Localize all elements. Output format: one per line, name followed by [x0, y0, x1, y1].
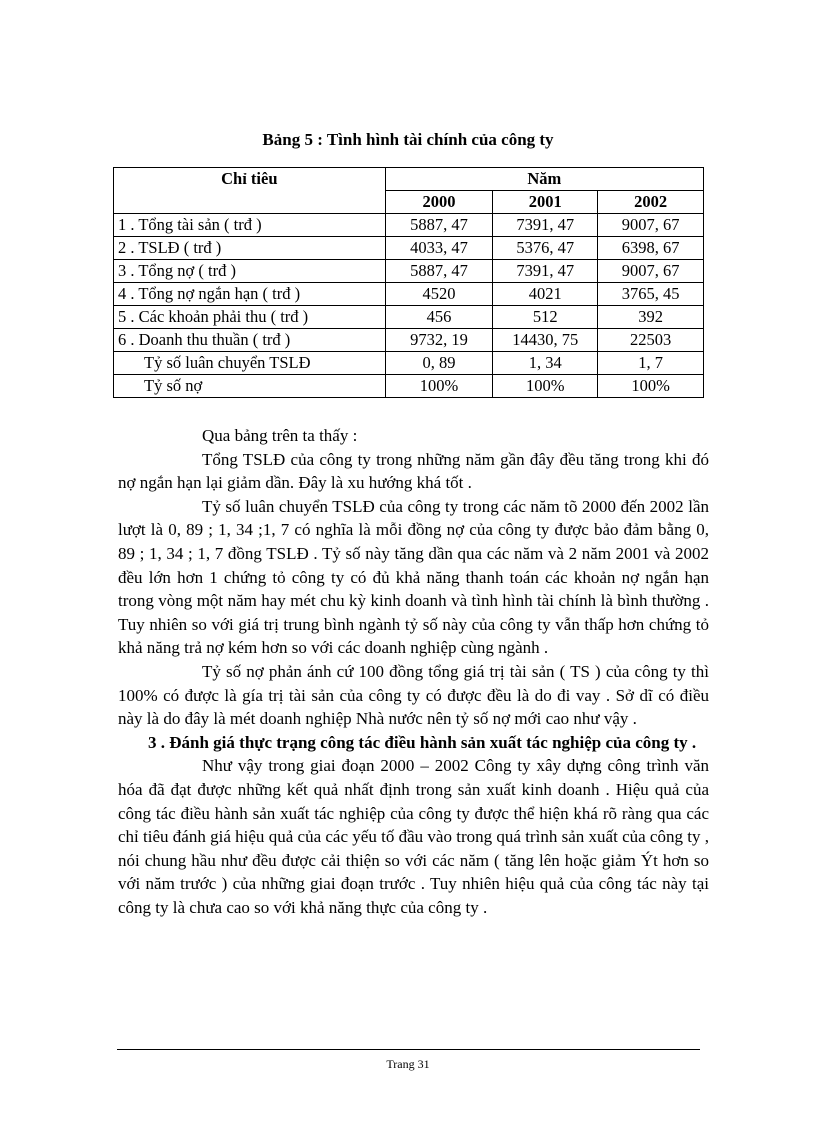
table-header-row: [114, 168, 704, 191]
cell-value: 9007, 67: [598, 260, 704, 283]
row-label: 3 . Tổng nợ ( trđ ): [114, 260, 386, 283]
header-indicator: Chỉ tiêu: [114, 168, 386, 214]
cell-value: 100%: [385, 375, 493, 398]
table-row: [114, 352, 704, 375]
cell-value: 5376, 47: [493, 237, 598, 260]
row-label: 6 . Doanh thu thuần ( trđ ): [114, 329, 386, 352]
paragraph: Tỷ số luân chuyển TSLĐ của công ty trong các năm tõ 2000 đến 2002 lần lượt là 0, 89 ; 1, 34 ;1, 7 có nghĩa là mỗi đồng nợ của công ty được bảo đảm bằng 0, 89 ; 1, 34 ; 1, 7 đồng TSLĐ . Tỷ số này tăng dần qua các năm và 2 năm 2001 và 2002 đều lớn hơn 1 chứng tỏ công ty có đủ khả năng thanh toán các khoản nợ ngắn hạn trong vòng một năm hay mét chu kỳ kinh doanh và tình hình tài chính là bình thường . Tuy nhiên so với giá trị trung bình ngành tỷ số này của công ty vẫn thấp hơn chứng tỏ khả năng trả nợ kém hơn so với các doanh nghiệp cùng ngành .: [118, 496, 709, 658]
cell-value: 4520: [385, 283, 493, 306]
table-row: [114, 260, 704, 283]
financial-table: [113, 167, 704, 398]
paragraph: Như vậy trong giai đoạn 2000 – 2002 Công ty xây dựng công trình văn hóa đã đạt được những kết quả nhất định trong sản xuất kinh doanh . Hiệu quả của công tác điều hành sản xuất tác nghiệp của công ty được thể hiện khá rõ ràng qua các chỉ tiêu đánh giá hiệu quả của các yếu tố đầu vào trong quá trình sản xuất của công ty , nói chung hầu như đều được cải thiện so với các năm ( tăng lên hoặc giảm Ýt hơn so với năm trước ) của những giai đoạn trước . Tuy nhiên hiệu quả của công tác này tại công ty là chưa cao so với khả năng thực của công ty .: [118, 756, 709, 917]
row-label: Tỷ số nợ: [114, 375, 386, 398]
section-heading: 3 . Đánh giá thực trạng công tác điều hành sản xuất tác nghiệp của công ty .: [148, 732, 697, 752]
header-year: 2002: [598, 191, 704, 214]
body-text: [118, 424, 709, 919]
cell-value: 9732, 19: [385, 329, 493, 352]
paragraph-intro: Qua bảng trên ta thấy :: [202, 426, 358, 445]
table-row: [114, 283, 704, 306]
cell-value: 100%: [493, 375, 598, 398]
cell-value: 392: [598, 306, 704, 329]
row-label: 2 . TSLĐ ( trđ ): [114, 237, 386, 260]
table-row: [114, 237, 704, 260]
cell-value: 1, 7: [598, 352, 704, 375]
paragraph: Tổng TSLĐ của công ty trong những năm gần đây đều tăng trong khi đó nợ ngắn hạn lại giảm dần. Đây là xu hướng khá tốt .: [118, 449, 709, 493]
table-row: [114, 214, 704, 237]
table-row: [114, 329, 704, 352]
cell-value: 100%: [598, 375, 704, 398]
header-year: 2001: [493, 191, 598, 214]
cell-value: 5887, 47: [385, 214, 493, 237]
row-label: 1 . Tổng tài sản ( trđ ): [114, 214, 386, 237]
cell-value: 7391, 47: [493, 214, 598, 237]
cell-value: 0, 89: [385, 352, 493, 375]
page-number: Trang 31: [386, 1057, 430, 1071]
cell-value: 14430, 75: [493, 329, 598, 352]
paragraph: Tỷ số nợ phản ánh cứ 100 đồng tổng giá trị tài sản ( TS ) của công ty thì 100% có được là gía trị tài sản của công ty có được đều là do đi vay . Sở dĩ có điều này là do đây là mét doanh nghiệp Nhà nước nên tỷ số nợ mới cao như vậy .: [118, 661, 709, 729]
table-title: Bảng 5 : Tình hình tài chính của công ty: [262, 130, 554, 149]
cell-value: 1, 34: [493, 352, 598, 375]
table-row: [114, 306, 704, 329]
cell-value: 9007, 67: [598, 214, 704, 237]
cell-value: 4033, 47: [385, 237, 493, 260]
row-label: 4 . Tổng nợ ngắn hạn ( trđ ): [114, 283, 386, 306]
cell-value: 7391, 47: [493, 260, 598, 283]
cell-value: 456: [385, 306, 493, 329]
header-year: 2000: [385, 191, 493, 214]
row-label: 5 . Các khoản phải thu ( trđ ): [114, 306, 386, 329]
footer-divider: [117, 1049, 700, 1050]
table-row: [114, 375, 704, 398]
row-label: Tỷ số luân chuyển TSLĐ: [114, 352, 386, 375]
cell-value: 3765, 45: [598, 283, 704, 306]
cell-value: 4021: [493, 283, 598, 306]
header-year-group: Năm: [385, 168, 703, 191]
cell-value: 22503: [598, 329, 704, 352]
cell-value: 6398, 67: [598, 237, 704, 260]
cell-value: 5887, 47: [385, 260, 493, 283]
cell-value: 512: [493, 306, 598, 329]
